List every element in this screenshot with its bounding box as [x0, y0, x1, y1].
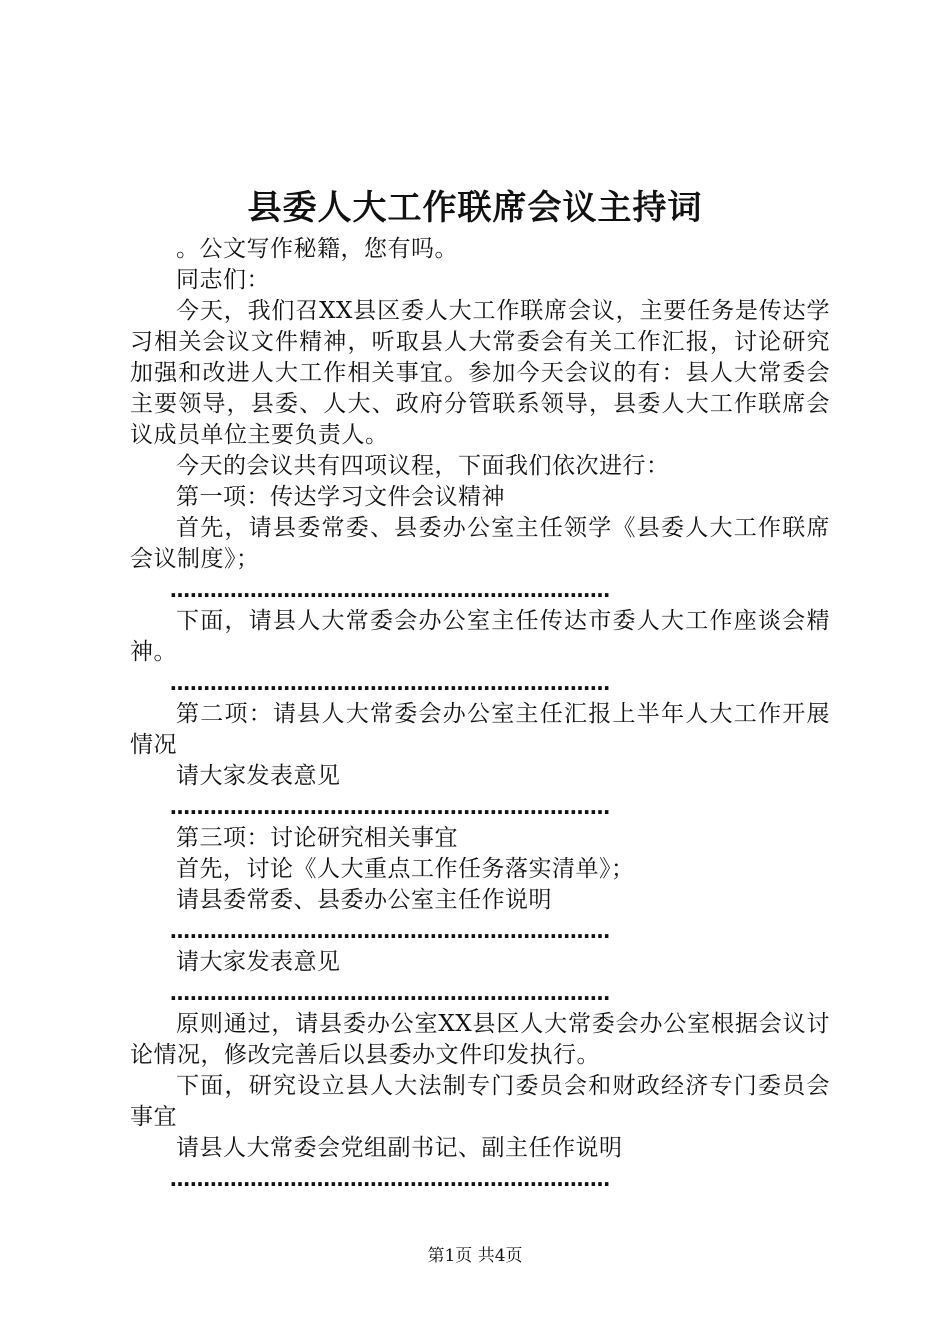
agenda-item-1-step-2: 下面，请县人大常委会办公室主任传达市委人大工作座谈会精神。 — [130, 608, 830, 665]
ellipsis-separator: ………………………………………………………… — [170, 1167, 610, 1191]
document-title: 县委人大工作联席会议主持词 — [247, 188, 703, 228]
invite-comments: 请大家发表意见 — [176, 949, 341, 975]
agenda-item-1-step-1: 首先，请县委常委、县委办公室主任领学《县委人大工作联席会议制度》； — [130, 515, 830, 572]
agenda-item-2-heading: 第二项：请县人大常委会办公室主任汇报上半年人大工作开展情况 — [130, 701, 830, 758]
ellipsis-separator: ………………………………………………………… — [170, 578, 610, 602]
salutation: 同志们： — [176, 267, 270, 293]
page-number-footer: 第1页 共4页 — [427, 1246, 523, 1266]
agenda-intro: 今天的会议共有四项议程，下面我们依次进行： — [176, 453, 670, 479]
opening-paragraph: 今天，我们召XX县区委人大工作联席会议，主要任务是传达学习相关会议文件精神，听取县人大常委会有关工作汇报，讨论研究加强和改进人大工作相关事宜。参加今天会议的有：县人大常委会主要领导，县委、人大、政府分管联系领导，县委人大工作联席会议成员单位主要负责人。 — [130, 298, 830, 448]
ellipsis-separator: ………………………………………………………… — [170, 671, 610, 695]
ellipsis-separator: ………………………………………………………… — [170, 919, 610, 943]
approval-paragraph: 原则通过，请县委办公室XX县区人大常委会办公室根据会议讨论情况，修改完善后以县委办文件印发执行。 — [130, 1011, 830, 1068]
ellipsis-separator: ………………………………………………………… — [170, 981, 610, 1005]
invite-comments: 请大家发表意见 — [176, 763, 341, 789]
agenda-item-3-step-1: 首先，讨论《人大重点工作任务落实清单》； — [176, 856, 635, 882]
committee-explanation: 请县人大常委会党组副书记、副主任作说明 — [176, 1135, 623, 1161]
ellipsis-separator: ………………………………………………………… — [170, 795, 610, 819]
intro-line: 。公文写作秘籍，您有吗。 — [176, 236, 458, 262]
committee-item: 下面，研究设立县人大法制专门委员会和财政经济专门委员会事宜 — [130, 1073, 830, 1130]
agenda-item-1-heading: 第一项：传达学习文件会议精神 — [176, 484, 505, 510]
agenda-item-3-explanation: 请县委常委、县委办公室主任作说明 — [176, 887, 552, 913]
agenda-item-3-heading: 第三项：讨论研究相关事宜 — [176, 825, 458, 851]
document-body — [130, 234, 830, 1195]
